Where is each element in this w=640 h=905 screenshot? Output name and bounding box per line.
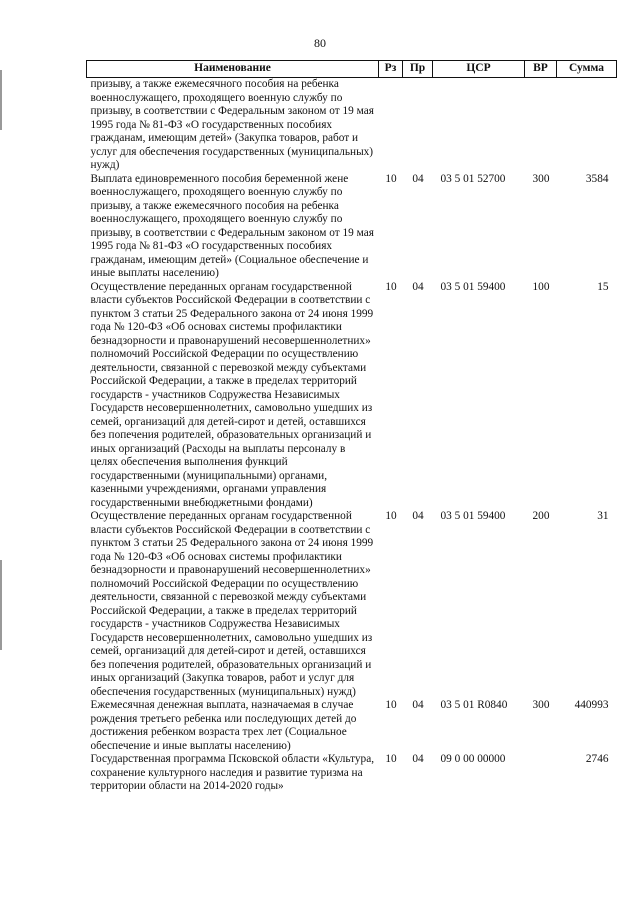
- row-pr: 04: [412, 699, 424, 711]
- column-header-csr: ЦСР: [433, 61, 525, 78]
- row-sum: 15: [597, 280, 609, 293]
- column-header-sum: Сумма: [557, 61, 617, 78]
- column-header-pr: Пр: [403, 61, 433, 78]
- table-row: [87, 78, 617, 173]
- row-vr: 300: [532, 172, 550, 185]
- row-vr: [525, 78, 557, 173]
- row-vr: 100: [532, 280, 550, 293]
- page-number: 80: [314, 36, 326, 50]
- row-vr: [525, 753, 557, 794]
- row-name: призыву, а также ежемесячного пособия на ребенка военнослужащего, проходящего военную службу по призыву, в соответствии с Федеральным законом от 19 мая 1995 года № 81-ФЗ «О государственных пособиях гражданам, имеющим детей» (Закупка товаров, работ и услуг для обеспечения государственных (муниципальных) нужд): [90, 78, 374, 171]
- row-rz: 10: [385, 280, 397, 293]
- table-row: [87, 510, 617, 699]
- row-name: Осуществление переданных органам государственной власти субъектов Российской Федерации в соответствии с пунктом 3 статьи 25 Федерального закона от 24 июня 1999 года № 120-ФЗ «Об основах системы профилактики безнадзорности и правонарушений несовершеннолетних» полномочий Российской Федерации по осуществлению деятельности, связанной с перевозкой между субъектами Российской Федерации, а также в пределах территорий государств - участников Содружества Независимых Государств несовершеннолетних, самовольно ушедших из семей, организаций для детей-сирот и детей, оставшихся без попечения родителей, образовательных организаций и иных организаций (Расходы на выплаты персоналу в целях обеспечения выполнения функций государственными (муниципальными) органами, казенными учреждениями, органами управления государственными внебюджетными фондами): [90, 280, 374, 509]
- column-header-rz: Рз: [379, 61, 403, 78]
- row-rz: 10: [385, 753, 397, 765]
- table-header-row: [87, 61, 617, 78]
- row-name: Ежемесячная денежная выплата, назначаемая в случае рождения третьего ребенка или последующих детей до достижения ребенком возраста трех лет (Социальное обеспечение и иные выплаты населению): [90, 699, 357, 752]
- table-row: [87, 753, 617, 794]
- table-row: [87, 173, 617, 281]
- scan-edge-mark: [0, 560, 2, 650]
- row-pr: 04: [412, 280, 424, 293]
- row-pr: [403, 78, 433, 173]
- row-rz: 10: [385, 510, 397, 522]
- column-header-name: Наименование: [87, 61, 379, 78]
- row-pr: 04: [412, 753, 424, 765]
- row-vr: 200: [532, 510, 550, 522]
- row-csr: 03 5 01 R0840: [440, 699, 508, 711]
- column-header-vr: ВР: [525, 61, 557, 78]
- row-name: Государственная программа Псковской области «Культура, сохранение культурного наследия и развитие туризма на территории области на 2014-2020 годы»: [90, 753, 375, 792]
- budget-table: [86, 60, 617, 794]
- row-sum: 440993: [574, 699, 609, 711]
- row-rz: 10: [385, 699, 397, 711]
- row-name: Осуществление переданных органам государственной власти субъектов Российской Федерации в соответствии с пунктом 3 статьи 25 Федерального закона от 24 июня 1999 года № 120-ФЗ «Об основах системы профилактики безнадзорности и правонарушений несовершеннолетних» полномочий Российской Федерации по осуществлению деятельности, связанной с перевозкой между субъектами Российской Федерации, а также в пределах территорий государств - участников Содружества Независимых Государств несовершеннолетних, самовольно ушедших из семей, организаций для детей-сирот и детей, оставшихся без попечения родителей, образовательных организаций и иных организаций (Закупка товаров, работ и услуг для обеспечения государственных (муниципальных) нужд): [90, 510, 374, 698]
- scan-edge-mark: [0, 70, 2, 130]
- row-name: Выплата единовременного пособия беременной жене военнослужащего, проходящего военную службу по призыву, а также ежемесячного пособия на ребенка военнослужащего, проходящего военную службу по призыву, в соответствии с Федеральным законом от 19 мая 1995 года № 81-ФЗ «О государственных пособиях гражданам, имеющим детей» (Социальное обеспечение и иные выплаты населению): [90, 172, 374, 279]
- row-csr: 03 5 01 59400: [440, 510, 506, 522]
- row-sum: [557, 78, 617, 173]
- table-row: [87, 699, 617, 753]
- row-csr: 03 5 01 52700: [440, 172, 506, 185]
- row-vr: 300: [532, 699, 550, 711]
- row-rz: 10: [385, 172, 397, 185]
- row-rz: [379, 78, 403, 173]
- row-csr: 03 5 01 59400: [440, 280, 506, 293]
- row-sum: 2746: [585, 753, 609, 765]
- row-csr: 09 0 00 00000: [440, 753, 506, 765]
- row-sum: 31: [597, 510, 609, 522]
- table-row: [87, 281, 617, 511]
- row-sum: 3584: [585, 172, 609, 185]
- row-pr: 04: [412, 510, 424, 522]
- row-csr: [433, 78, 525, 173]
- row-pr: 04: [412, 172, 424, 185]
